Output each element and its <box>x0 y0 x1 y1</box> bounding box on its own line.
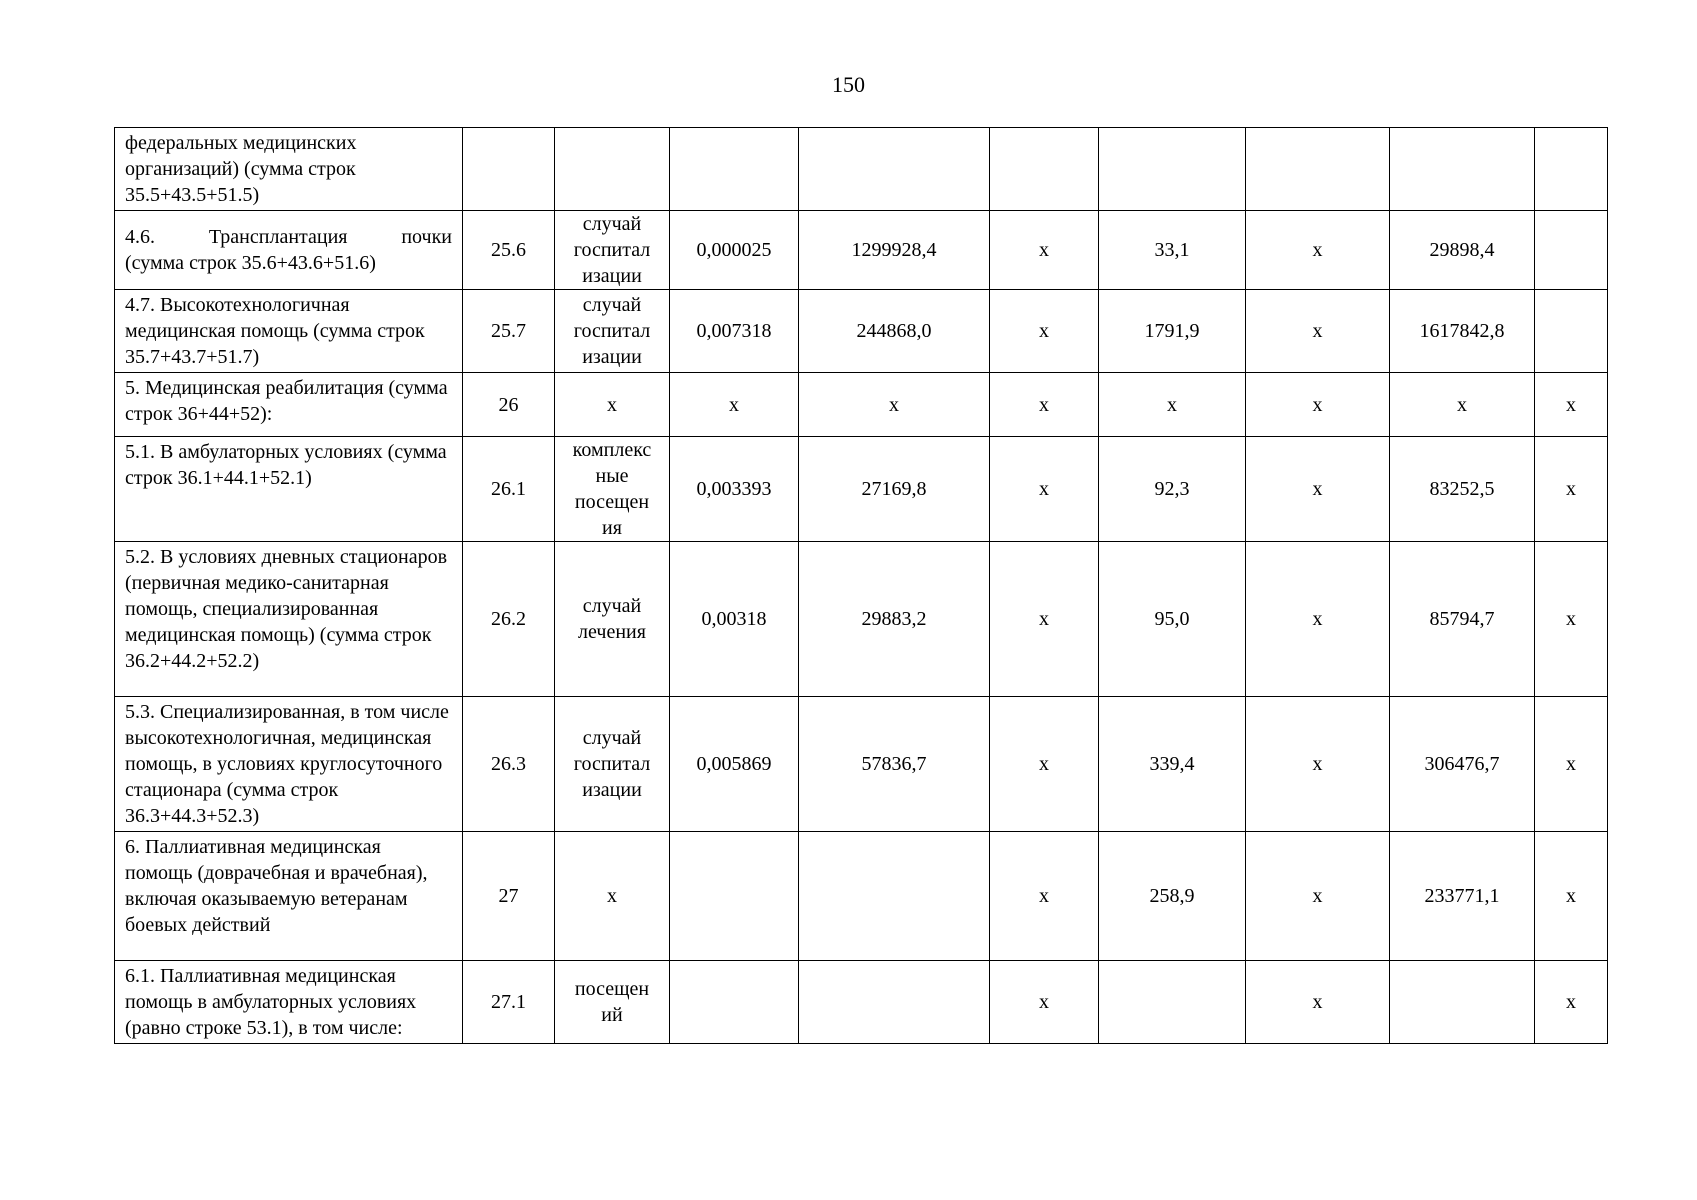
row-cell: х <box>1535 961 1608 1044</box>
row-code: 26.2 <box>463 542 555 697</box>
row-name-line: (сумма строк 35.6+43.6+51.6) <box>125 252 376 274</box>
row-cell: 33,1 <box>1099 211 1246 290</box>
row-cell: х <box>1535 542 1608 697</box>
row-unit: посещен ий <box>555 961 670 1044</box>
row-cell <box>1390 961 1535 1044</box>
row-cell: х <box>799 373 990 437</box>
row-cell: 27169,8 <box>799 437 990 542</box>
row-unit: комплекс ные посещен ия <box>555 437 670 542</box>
row-cell: х <box>990 211 1099 290</box>
row-unit: случай лечения <box>555 542 670 697</box>
row-cell: 29898,4 <box>1390 211 1535 290</box>
row-cell: 0,007318 <box>670 290 799 373</box>
row-cell: 29883,2 <box>799 542 990 697</box>
row-cell: х <box>1535 832 1608 961</box>
row-cell: х <box>990 373 1099 437</box>
row-cell <box>990 128 1099 211</box>
table-row <box>115 832 1608 961</box>
row-cell: 0,005869 <box>670 697 799 832</box>
row-cell: х <box>1246 697 1390 832</box>
row-cell: 95,0 <box>1099 542 1246 697</box>
row-cell: 258,9 <box>1099 832 1246 961</box>
table-row <box>115 128 1608 211</box>
row-code: 26 <box>463 373 555 437</box>
row-cell: х <box>1535 373 1608 437</box>
row-cell <box>1246 128 1390 211</box>
row-cell: х <box>1246 832 1390 961</box>
row-cell: х <box>1246 211 1390 290</box>
row-cell: х <box>1535 697 1608 832</box>
row-unit <box>555 128 670 211</box>
row-cell: х <box>990 961 1099 1044</box>
row-cell <box>799 832 990 961</box>
row-cell <box>1099 128 1246 211</box>
row-name: 5.3. Специализированная, в том числе высокотехнологичная, медицинская помощь, в условиях круглосуточного стационара (сумма строк 36.3+44.3+52.3) <box>115 697 463 832</box>
page-number: 150 <box>832 72 865 97</box>
row-cell: 339,4 <box>1099 697 1246 832</box>
row-cell <box>670 961 799 1044</box>
row-cell: х <box>1246 542 1390 697</box>
row-code: 26.1 <box>463 437 555 542</box>
row-cell: х <box>1246 437 1390 542</box>
row-name: 5.1. В амбулаторных условиях (сумма строк 36.1+44.1+52.1) <box>115 437 463 542</box>
table-row <box>115 373 1608 437</box>
row-name: 6.1. Паллиативная медицинская помощь в амбулаторных условиях (равно строке 53.1), в том числе: <box>115 961 463 1044</box>
row-name: 4.7. Высокотехнологичная медицинская помощь (сумма строк 35.7+43.7+51.7) <box>115 290 463 373</box>
row-name: федеральных медицинских организаций) (сумма строк 35.5+43.5+51.5) <box>115 128 463 211</box>
table-row <box>115 290 1608 373</box>
row-cell: х <box>990 290 1099 373</box>
row-cell: х <box>1246 290 1390 373</box>
row-cell: 0,00318 <box>670 542 799 697</box>
row-code: 27.1 <box>463 961 555 1044</box>
row-cell: х <box>1246 373 1390 437</box>
row-cell <box>1535 128 1608 211</box>
row-code: 25.6 <box>463 211 555 290</box>
row-cell <box>1535 211 1608 290</box>
row-code <box>463 128 555 211</box>
row-name-line: 4.6. Трансплантация почки <box>125 226 452 248</box>
row-name: 5. Медицинская реабилитация (сумма строк 36+44+52): <box>115 373 463 437</box>
row-code: 25.7 <box>463 290 555 373</box>
row-name: 6. Паллиативная медицинская помощь (доврачебная и врачебная), включая оказываемую ветеранам боевых действий <box>115 832 463 961</box>
row-cell: 85794,7 <box>1390 542 1535 697</box>
row-unit: случай госпитал изации <box>555 211 670 290</box>
row-cell <box>670 128 799 211</box>
row-cell: х <box>1246 961 1390 1044</box>
row-unit: х <box>555 373 670 437</box>
row-cell: 0,003393 <box>670 437 799 542</box>
row-cell <box>799 961 990 1044</box>
row-cell <box>1099 961 1246 1044</box>
row-cell: х <box>1099 373 1246 437</box>
row-cell <box>799 128 990 211</box>
table-row <box>115 697 1608 832</box>
row-cell: 83252,5 <box>1390 437 1535 542</box>
row-cell: х <box>990 437 1099 542</box>
row-cell: 1617842,8 <box>1390 290 1535 373</box>
row-unit: х <box>555 832 670 961</box>
table-row <box>115 961 1608 1044</box>
row-unit: случай госпитал изации <box>555 697 670 832</box>
row-cell: х <box>990 832 1099 961</box>
row-cell: 233771,1 <box>1390 832 1535 961</box>
row-code: 26.3 <box>463 697 555 832</box>
row-cell: 1299928,4 <box>799 211 990 290</box>
row-cell: х <box>670 373 799 437</box>
row-cell: 57836,7 <box>799 697 990 832</box>
row-code: 27 <box>463 832 555 961</box>
row-cell <box>1535 290 1608 373</box>
table-row <box>115 542 1608 697</box>
row-cell: 1791,9 <box>1099 290 1246 373</box>
row-name: 5.2. В условиях дневных стационаров (первичная медико-санитарная помощь, специализированная медицинская помощь) (сумма строк 36.2+44.2+52.2) <box>115 542 463 697</box>
row-unit: случай госпитал изации <box>555 290 670 373</box>
row-cell: 0,000025 <box>670 211 799 290</box>
row-cell: х <box>990 697 1099 832</box>
data-table <box>114 127 1608 1044</box>
table-row <box>115 211 1608 290</box>
row-cell: 244868,0 <box>799 290 990 373</box>
table-row <box>115 437 1608 542</box>
row-name <box>115 211 463 290</box>
row-cell: х <box>1535 437 1608 542</box>
row-cell: 92,3 <box>1099 437 1246 542</box>
row-cell <box>670 832 799 961</box>
row-cell: 306476,7 <box>1390 697 1535 832</box>
row-cell <box>1390 128 1535 211</box>
row-cell: х <box>1390 373 1535 437</box>
row-cell: х <box>990 542 1099 697</box>
